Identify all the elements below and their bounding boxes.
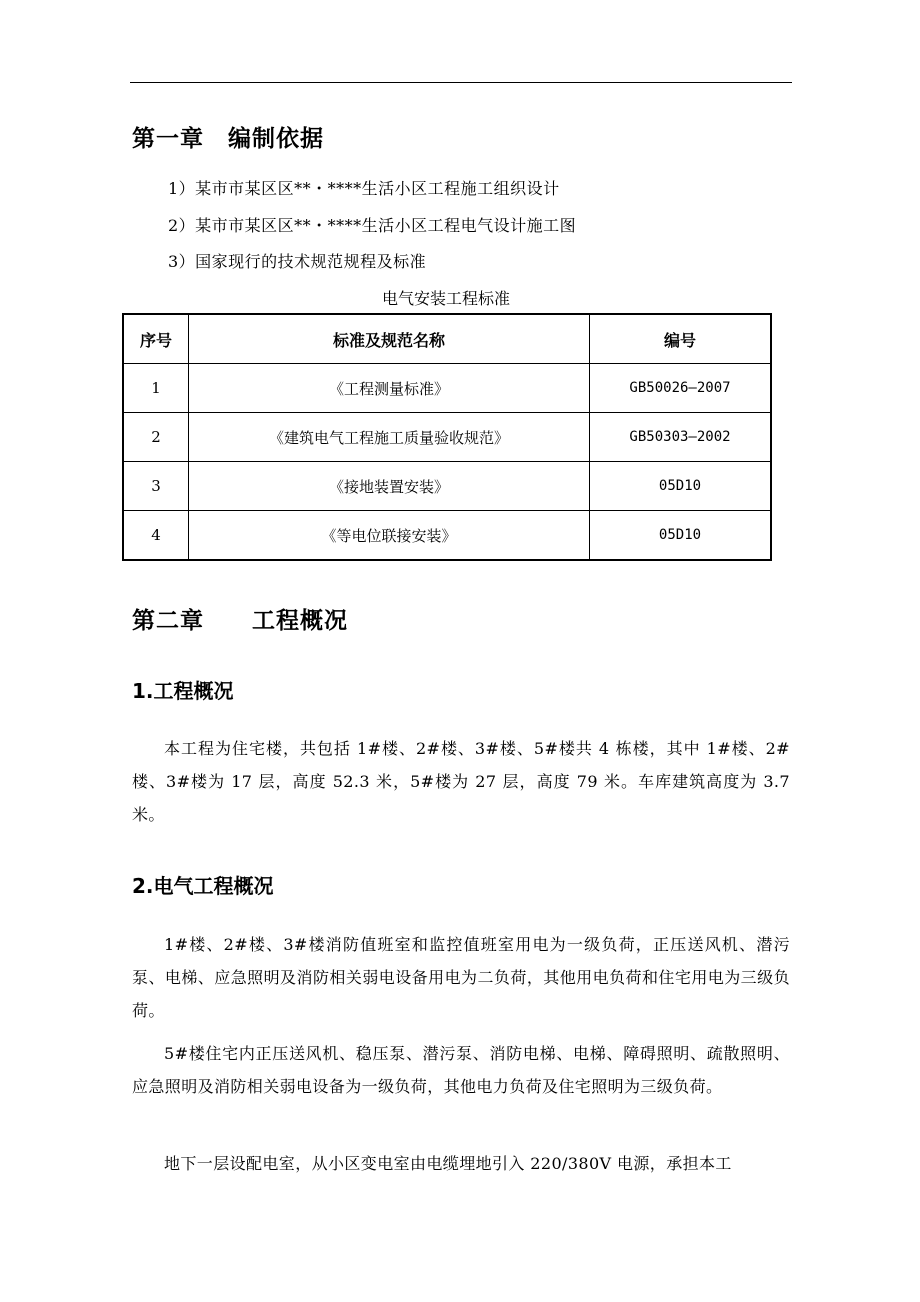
section1-paragraph: 本工程为住宅楼，共包括 1#楼、2#楼、3#楼、5#楼共 4 栋楼，其中 1#楼、2#楼、3#楼为 17 层，高度 52.3 米，5#楼为 27 层，高度 79 米。车库建筑高度为 3.7 米。	[132, 739, 790, 824]
table-row	[123, 364, 771, 413]
table-header-row	[123, 314, 771, 364]
row-name: 《工程测量标准》	[189, 364, 590, 413]
header-rule	[130, 82, 792, 83]
section2-paragraph-3: 地下一层设配电室，从小区变电室由电缆埋地引入 220/380V 电源，承担本工	[164, 1154, 732, 1173]
basis-item-2: 2）某市市某区区**・****生活小区工程电气设计施工图	[168, 216, 577, 235]
header-code: 编号	[590, 314, 772, 364]
chapter1-title: 第一章 编制依据	[132, 126, 324, 152]
table-row	[123, 413, 771, 462]
row-index: 2	[123, 413, 189, 462]
header-index: 序号	[123, 314, 189, 364]
basis-item-3: 3）国家现行的技术规范规程及标准	[168, 252, 427, 271]
basis-item-1: 1）某市市某区区**・****生活小区工程施工组织设计	[168, 179, 560, 198]
section2-paragraph-2: 5#楼住宅内正压送风机、稳压泵、潜污泵、消防电梯、电梯、障碍照明、疏散照明、应急照明及消防相关弱电设备为一级负荷，其他电力负荷及住宅照明为三级负荷。	[132, 1044, 790, 1096]
row-code: 05D10	[590, 511, 772, 561]
row-name: 《建筑电气工程施工质量验收规范》	[189, 413, 590, 462]
row-index: 4	[123, 511, 189, 561]
row-code: GB50026—2007	[590, 364, 772, 413]
row-index: 3	[123, 462, 189, 511]
table-row	[123, 511, 771, 561]
row-code: GB50303—2002	[590, 413, 772, 462]
row-name: 《等电位联接安装》	[189, 511, 590, 561]
row-name: 《接地装置安装》	[189, 462, 590, 511]
row-code: 05D10	[590, 462, 772, 511]
section2-heading: 2.电气工程概况	[132, 874, 274, 898]
header-name: 标准及规范名称	[189, 314, 590, 364]
section1-heading: 1.工程概况	[132, 679, 234, 703]
table-row	[123, 462, 771, 511]
standards-table	[122, 313, 772, 561]
table-caption: 电气安装工程标准	[381, 289, 510, 308]
chapter2-title: 第二章 工程概况	[132, 608, 348, 634]
row-index: 1	[123, 364, 189, 413]
section2-paragraph-1: 1#楼、2#楼、3#楼消防值班室和监控值班室用电为一级负荷，正压送风机、潜污泵、电梯、应急照明及消防相关弱电设备用电为二负荷，其他用电负荷和住宅用电为三级负荷。	[132, 935, 790, 1020]
